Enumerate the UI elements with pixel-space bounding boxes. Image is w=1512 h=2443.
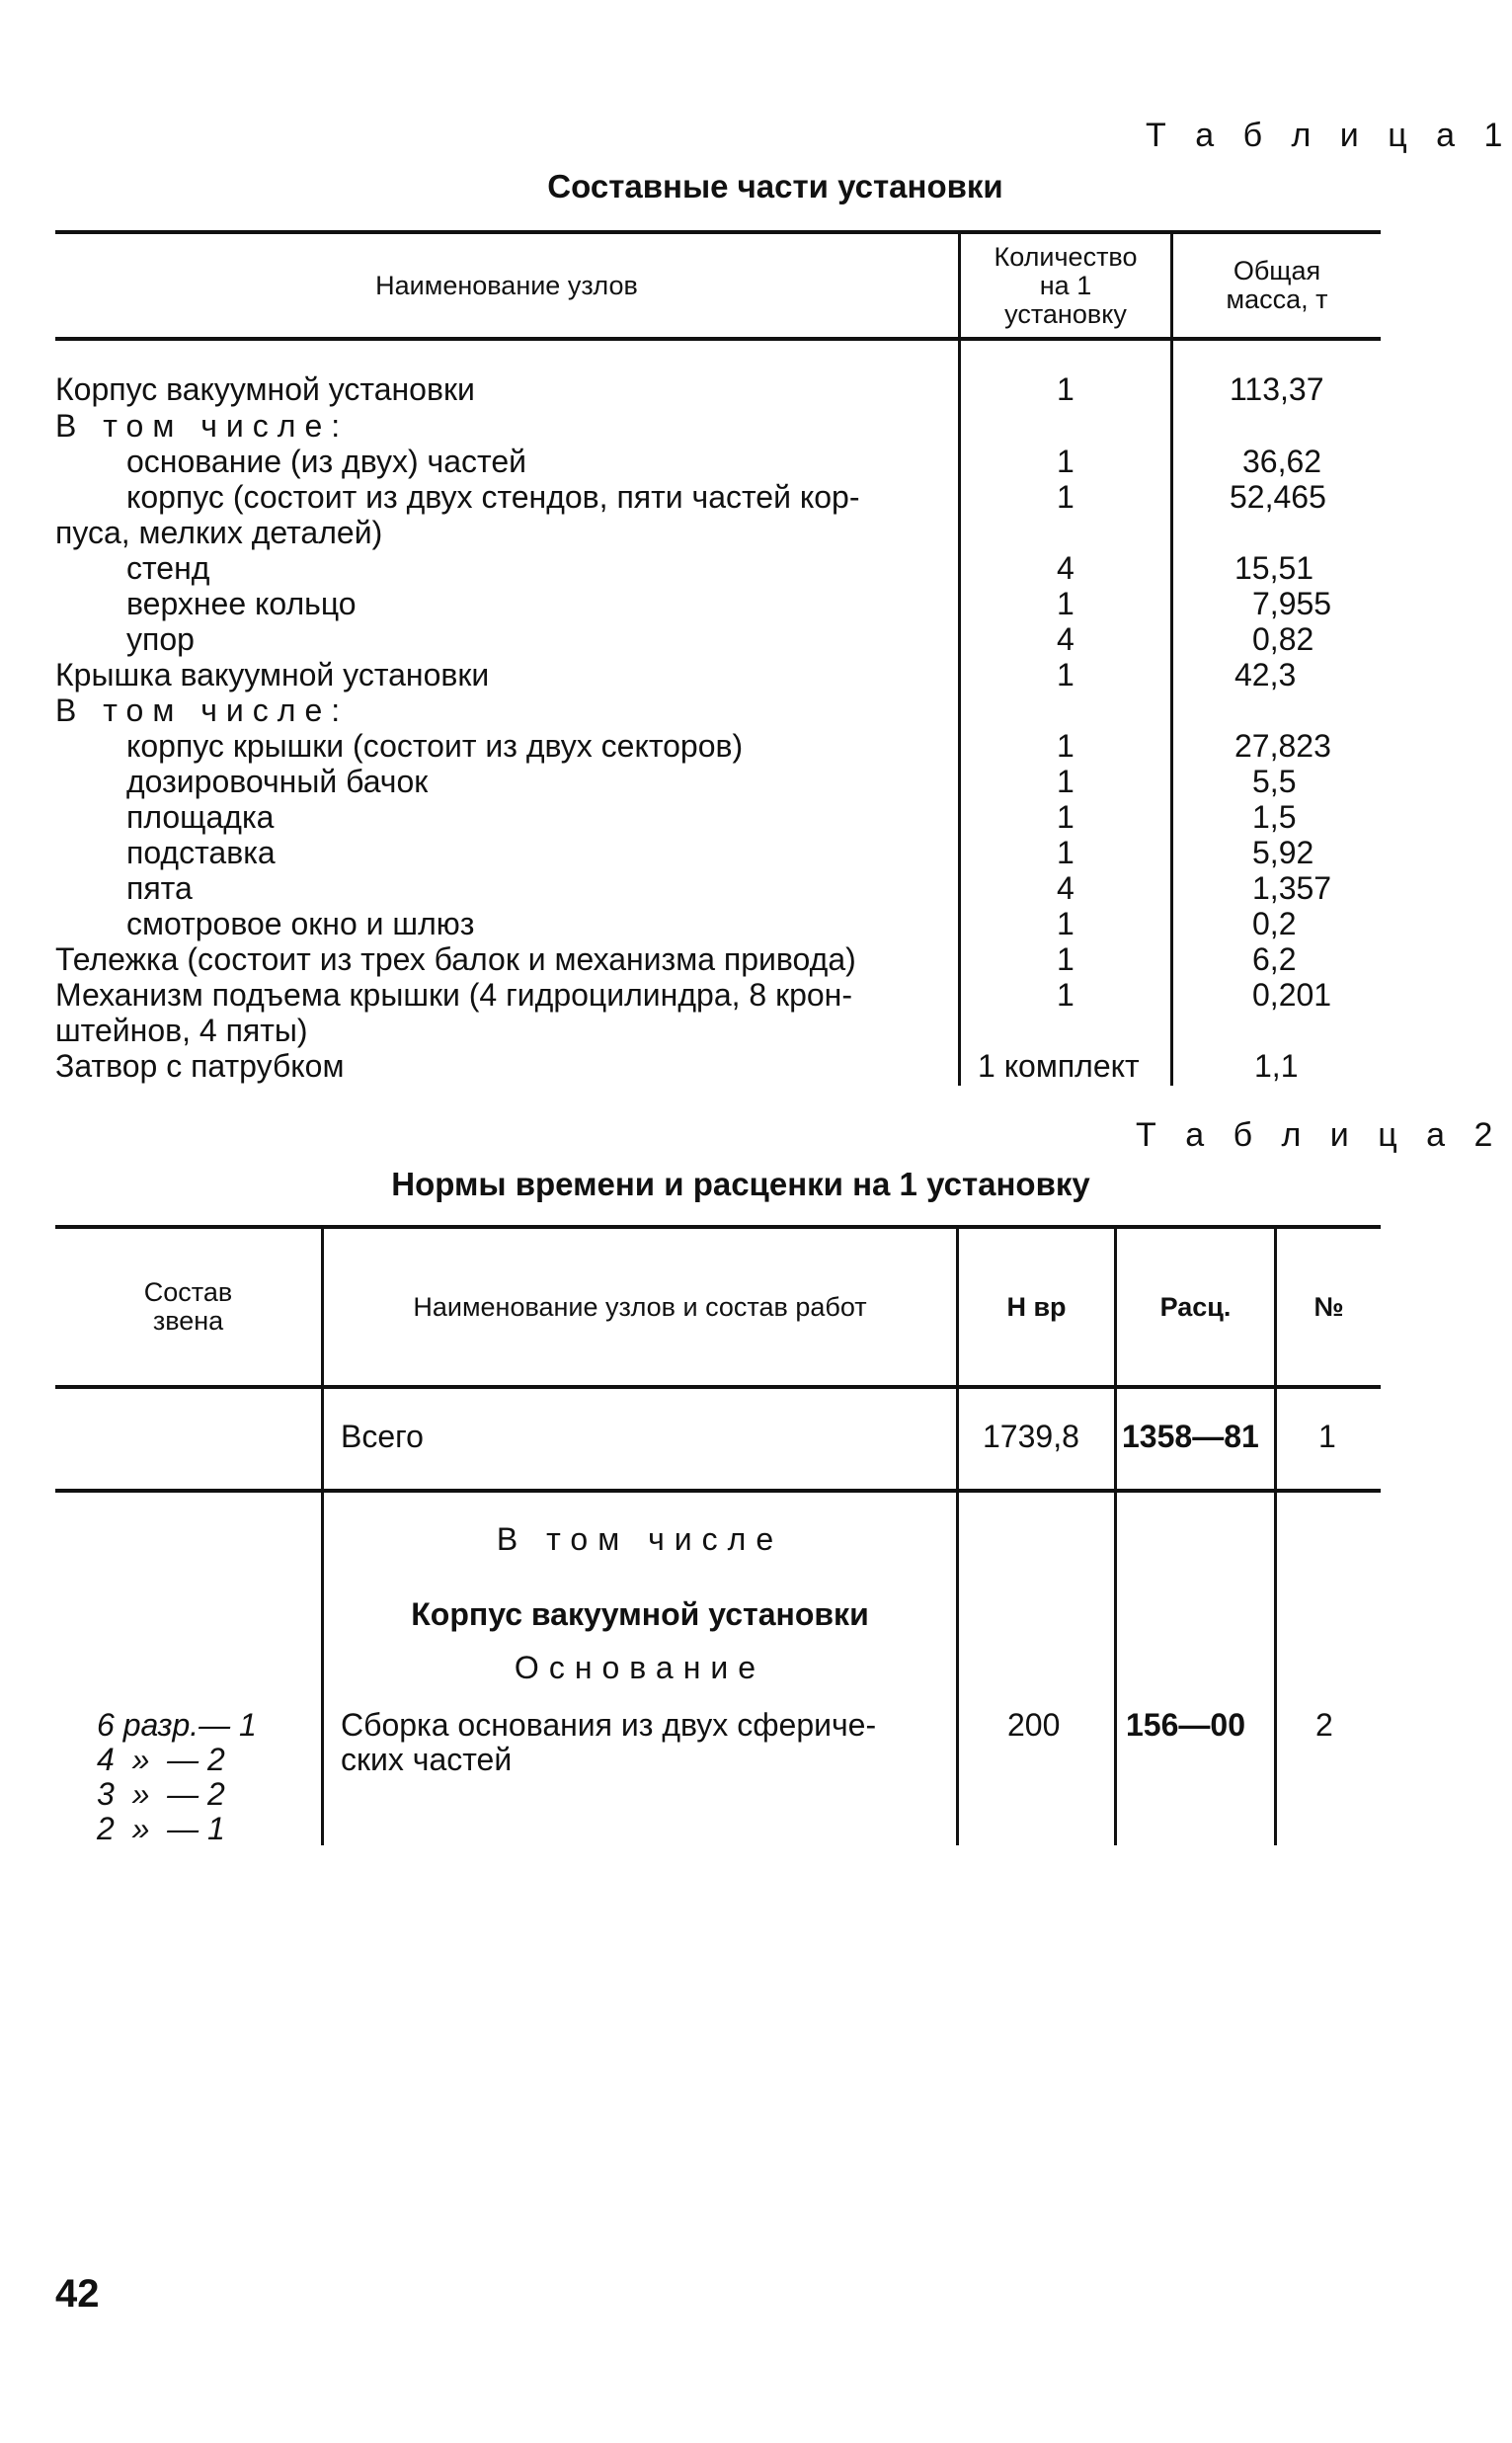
table1-row-name: В том числе: [55,408,350,444]
table1-row-mass: 0,82 [1252,621,1314,657]
table1-row-qty: 1 [1057,799,1074,835]
table2-section-including: В том числе [496,1521,784,1557]
table1-row-name: корпус крышки (состоит из двух секторов) [126,728,744,764]
table1-col-divider-2 [1170,230,1173,1086]
table1-row-qty: 1 [1057,906,1074,941]
table2-crew-line: 4 » — 2 [97,1742,225,1777]
table1-header-name: Наименование узлов [375,270,638,300]
table1-row-qty: 1 [1057,835,1074,870]
table2-work-line: ских частей [341,1742,513,1777]
table1-row-name: смотровое окно и шлюз [126,906,475,941]
table1-row-name: подставка [126,835,276,870]
table1-row-name: Крышка вакуумной установки [55,657,490,692]
table1-row-name: В том числе: [55,692,350,728]
table1-col-divider-1 [958,230,961,1086]
table2-row-no: 2 [1315,1707,1333,1743]
table1-row-qty: 4 [1057,550,1074,586]
table2-total-rate: 1358—81 [1122,1419,1259,1454]
table1-row-name: стенд [126,550,210,586]
table1-row-name: Затвор с патрубком [55,1048,345,1084]
table2-header-rate: Расц. [1159,1291,1232,1322]
table2-crew-line: 2 » — 1 [97,1811,225,1846]
table2-section-body: Корпус вакуумной установки [411,1596,869,1632]
table1-header-mass: Общая масса, т [1226,256,1328,314]
table1-row-name: площадка [126,799,275,835]
table1-row-mass: 0,2 [1252,906,1297,941]
table1-row-name: корпус (состоит из двух стендов, пяти частей кор- [126,479,860,515]
table1-row-qty: 4 [1057,621,1074,657]
table1-row-mass: 15,51 [1234,550,1314,586]
table2-title: Нормы времени и расценки на 1 установку [391,1166,1090,1202]
table1-row-mass: 1,1 [1254,1048,1299,1084]
table2-total-label: Всего [341,1419,424,1454]
table1-row-name: Механизм подъема крышки (4 гидроцилиндра, 8 крон- [55,977,852,1013]
table2-header-work: Наименование узлов и состав работ [413,1291,867,1322]
table2-total-norm: 1739,8 [983,1419,1079,1454]
table1-label: Т а б л и ц а 1 [1146,117,1512,154]
table1-row-mass: 5,5 [1252,764,1297,799]
table1-row-name: дозировочный бачок [126,764,429,799]
table1-row-name: Тележка (состоит из трех балок и механизма привода) [55,941,856,977]
table1-row-mass: 27,823 [1234,728,1331,764]
table1-row-name: пята [126,870,193,906]
table1-row-qty: 1 [1057,586,1074,621]
table2-header-rule [55,1385,1381,1389]
table1-row-qty: 1 [1057,371,1074,407]
table1-row-name: штейнов, 4 пяты) [55,1013,308,1048]
table1-row-qty: 1 [1057,657,1074,692]
table1-row-mass: 0,201 [1252,977,1332,1013]
table1-row-mass: 7,955 [1252,586,1332,621]
table1-title: Составные части установки [547,168,1003,204]
table1-row-mass: 36,62 [1242,444,1322,479]
table2-work-line: Сборка основания из двух сфериче- [341,1707,877,1743]
table1-row-name: основание (из двух) частей [126,444,526,479]
table2-total-no: 1 [1318,1419,1336,1454]
table1-row-mass: 1,5 [1252,799,1297,835]
table2-row-norm: 200 [1007,1707,1061,1743]
table2-header-norm: Н вр [1006,1291,1067,1322]
table1-row-qty: 1 [1057,764,1074,799]
table1-row-qty: 1 [1057,941,1074,977]
table2-label: Т а б л и ц а 2 [1136,1116,1503,1154]
table1-header-qty: Количество на 1 установку [994,241,1138,329]
table1-row-name: упор [126,621,195,657]
table1-row-qty: 4 [1057,870,1074,906]
table1-row-mass: 6,2 [1252,941,1297,977]
table1-row-name: Корпус вакуумной установки [55,371,475,407]
table1-row-mass: 42,3 [1234,657,1297,692]
table1-header-rule [55,337,1381,341]
table1-row-mass: 5,92 [1252,835,1314,870]
table1-row-name: верхнее кольцо [126,586,357,621]
table2-row-rate: 156—00 [1126,1707,1245,1743]
table1-row-qty: 1 [1057,728,1074,764]
table1-row-qty: 1 [1057,479,1074,515]
table2-crew-line: 6 разр.— 1 [97,1707,257,1743]
table1-row-mass: 52,465 [1230,479,1326,515]
table1-row-name: пуса, мелких деталей) [55,515,383,550]
table2-header-crew: Состав звена [143,1277,233,1336]
table2-total-rule [55,1489,1381,1493]
table1-row-mass: 1,357 [1252,870,1332,906]
table2-section-base: Основание [514,1650,766,1685]
table1-row-mass: 113,37 [1230,371,1324,407]
table1-row-qty: 1 [1057,444,1074,479]
table1-row-qty: 1 [1057,977,1074,1013]
table1-row-qty: 1 комплект [978,1048,1140,1084]
table2-crew-line: 3 » — 2 [97,1776,225,1812]
table2-header-no: № [1313,1291,1344,1322]
page-number: 42 [55,2272,100,2316]
